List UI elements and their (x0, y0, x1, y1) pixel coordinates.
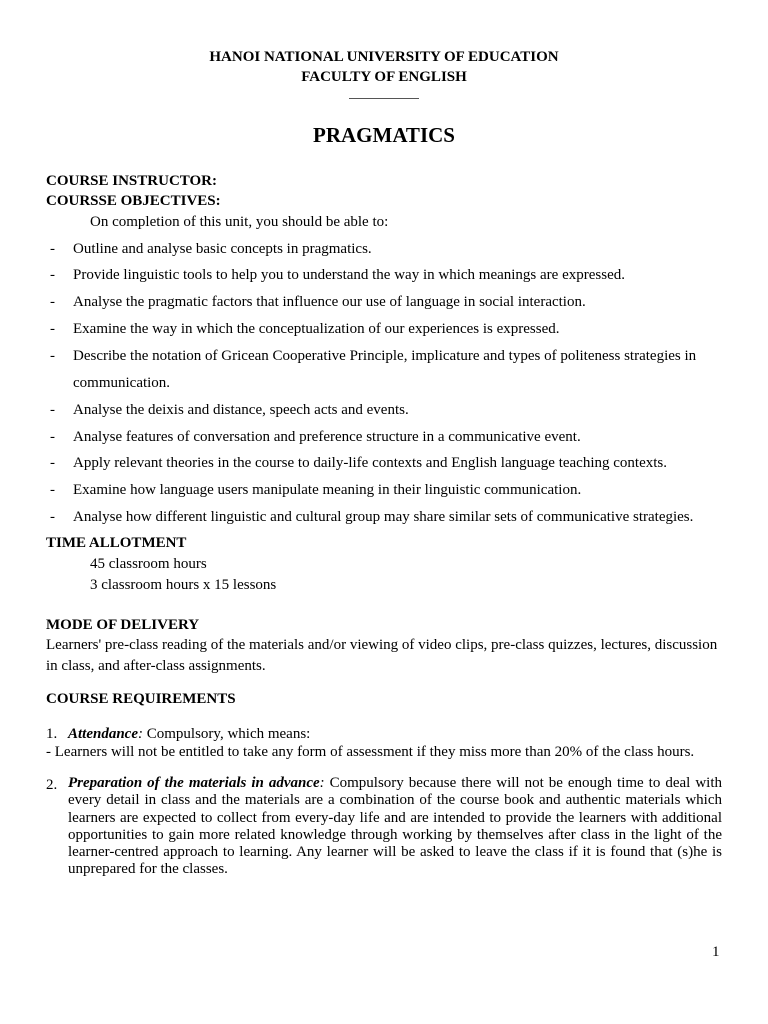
instructor-heading: COURSE INSTRUCTOR: (46, 173, 218, 189)
requirement-attendance (68, 724, 310, 744)
requirement-number: 1. (46, 726, 58, 742)
requirement-label: Preparation of the materials in advance (68, 775, 320, 791)
time-allotment-line: 3 classroom hours x 15 lessons (90, 577, 277, 593)
objective-item: Examine the way in which the conceptualization of our experiences is expressed. (73, 321, 560, 337)
bullet-dash: - (50, 294, 55, 310)
bullet-dash: - (50, 267, 55, 283)
time-allotment-line: 45 classroom hours (90, 556, 207, 572)
objective-item: Describe the notation of Gricean Cooperative Principle, implicature and types of politeness strategies in (73, 348, 697, 364)
bullet-dash: - (50, 321, 55, 337)
delivery-heading: MODE OF DELIVERY (46, 617, 200, 633)
bullet-dash: - (50, 509, 55, 525)
bullet-dash: - (50, 482, 55, 498)
objective-item: Analyse the pragmatic factors that influence our use of language in social interaction. (73, 294, 586, 310)
objectives-heading: COURSSE OBJECTIVES: (46, 193, 221, 209)
objective-item: Apply relevant theories in the course to daily-life contexts and English language teaching contexts. (73, 455, 667, 471)
requirements-heading: COURSE REQUIREMENTS (46, 691, 236, 707)
objective-item: Provide linguistic tools to help you to understand the way in which meanings are expressed. (73, 267, 625, 283)
requirement-preparation (68, 775, 722, 879)
university-name: HANOI NATIONAL UNIVERSITY OF EDUCATION (209, 49, 559, 65)
header-divider (349, 98, 419, 99)
objective-item: Analyse the deixis and distance, speech acts and events. (73, 402, 409, 418)
bullet-dash: - (50, 429, 55, 445)
course-title: PRAGMATICS (313, 123, 455, 147)
delivery-text: Learners' pre-class reading of the materials and/or viewing of video clips, pre-class quizzes, lectures, discussion in class, and after-class assignments. (46, 637, 718, 674)
objective-item: Examine how language users manipulate meaning in their linguistic communication. (73, 482, 582, 498)
objective-item: Outline and analyse basic concepts in pragmatics. (73, 241, 372, 257)
bullet-dash: - (50, 455, 55, 471)
time-allotment-heading: TIME ALLOTMENT (46, 535, 187, 551)
requirement-colon: : (138, 726, 143, 742)
objective-item: Analyse how different linguistic and cultural group may share similar sets of communicative strategies. (73, 509, 694, 525)
objectives-intro: On completion of this unit, you should be able to: (90, 214, 389, 230)
objective-item: Analyse features of conversation and preference structure in a communicative event. (73, 429, 581, 445)
bullet-dash: - (50, 402, 55, 418)
bullet-dash: - (50, 241, 55, 257)
requirement-colon: : (319, 775, 325, 791)
faculty-name: FACULTY OF ENGLISH (301, 69, 467, 85)
requirement-label: Attendance (68, 726, 138, 742)
requirement-text: Compulsory because there will not be enough time to deal with every detail in class and the materials are a combination of the course book and authentic materials which learners are expected to collect from every-day life and are intended to provide the learners with additional opportunities to gain more related knowledge through working by themselves after class in the light of the learner-centred approach to learning. Any learner will be asked to leave the class if it is found that (s)he is unprepared for the classes. (68, 775, 722, 878)
requirement-attendance-detail: - Learners will not be entitled to take any form of assessment if they miss more than 20% of the class hours. (46, 744, 695, 760)
requirement-number: 2. (46, 777, 58, 793)
page-number: 1 (712, 944, 720, 960)
bullet-dash: - (50, 348, 55, 364)
objective-item-continuation: communication. (73, 375, 171, 391)
requirement-text: Compulsory, which means: (143, 726, 311, 742)
